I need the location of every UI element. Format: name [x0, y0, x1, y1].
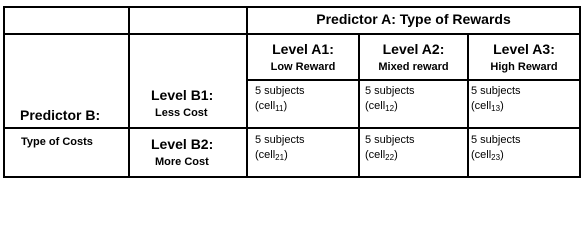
- cell-23-subjects: 5 subjects: [471, 134, 521, 146]
- rule-row-divider: [3, 127, 581, 129]
- cell-22-label: (cell$_{22}$): [365, 149, 398, 162]
- table-border-right: [579, 6, 581, 178]
- level-b1-desc: Less Cost: [155, 107, 208, 119]
- cell-23-label: (cell$_{23}$): [471, 149, 504, 162]
- cell-11-subjects: 5 subjects: [255, 85, 305, 97]
- cell-21-label: (cell$_{21}$): [255, 149, 288, 162]
- level-b2-desc: More Cost: [155, 156, 209, 168]
- level-a1-name: Level A1:: [272, 41, 334, 57]
- table-border-top: [3, 6, 581, 8]
- cell-11-label: (cell$_{11}$): [255, 100, 288, 113]
- level-a2-desc: Mixed reward: [378, 61, 449, 73]
- predictor-a-heading: Predictor A: Type of Rewards: [316, 11, 511, 27]
- rule-levels-a: [246, 79, 581, 81]
- predictor-b-subheading: Type of Costs: [21, 136, 93, 148]
- cell-13-label: (cell$_{13}$): [471, 100, 504, 113]
- col-divider-1: [128, 6, 130, 178]
- cell-13-subjects: 5 subjects: [471, 85, 521, 97]
- level-a2-name: Level A2:: [382, 41, 445, 57]
- cell-12-subjects: 5 subjects: [365, 85, 415, 97]
- col-divider-2: [246, 6, 248, 178]
- cell-22-subjects: 5 subjects: [365, 134, 415, 146]
- level-a3-desc: High Reward: [490, 61, 558, 73]
- level-b1-name: Level B1:: [151, 87, 214, 103]
- cell-12-label: (cell$_{12}$): [365, 100, 398, 113]
- rule-header: [3, 33, 581, 35]
- cell-21-subjects: 5 subjects: [255, 134, 305, 146]
- predictor-b-heading: Predictor B:: [20, 107, 101, 123]
- level-a1-desc: Low Reward: [270, 61, 336, 73]
- table-border-left: [3, 6, 5, 178]
- level-b2-name: Level B2:: [151, 136, 214, 152]
- level-a3-name: Level A3:: [493, 41, 555, 57]
- table-border-bottom: [3, 176, 581, 178]
